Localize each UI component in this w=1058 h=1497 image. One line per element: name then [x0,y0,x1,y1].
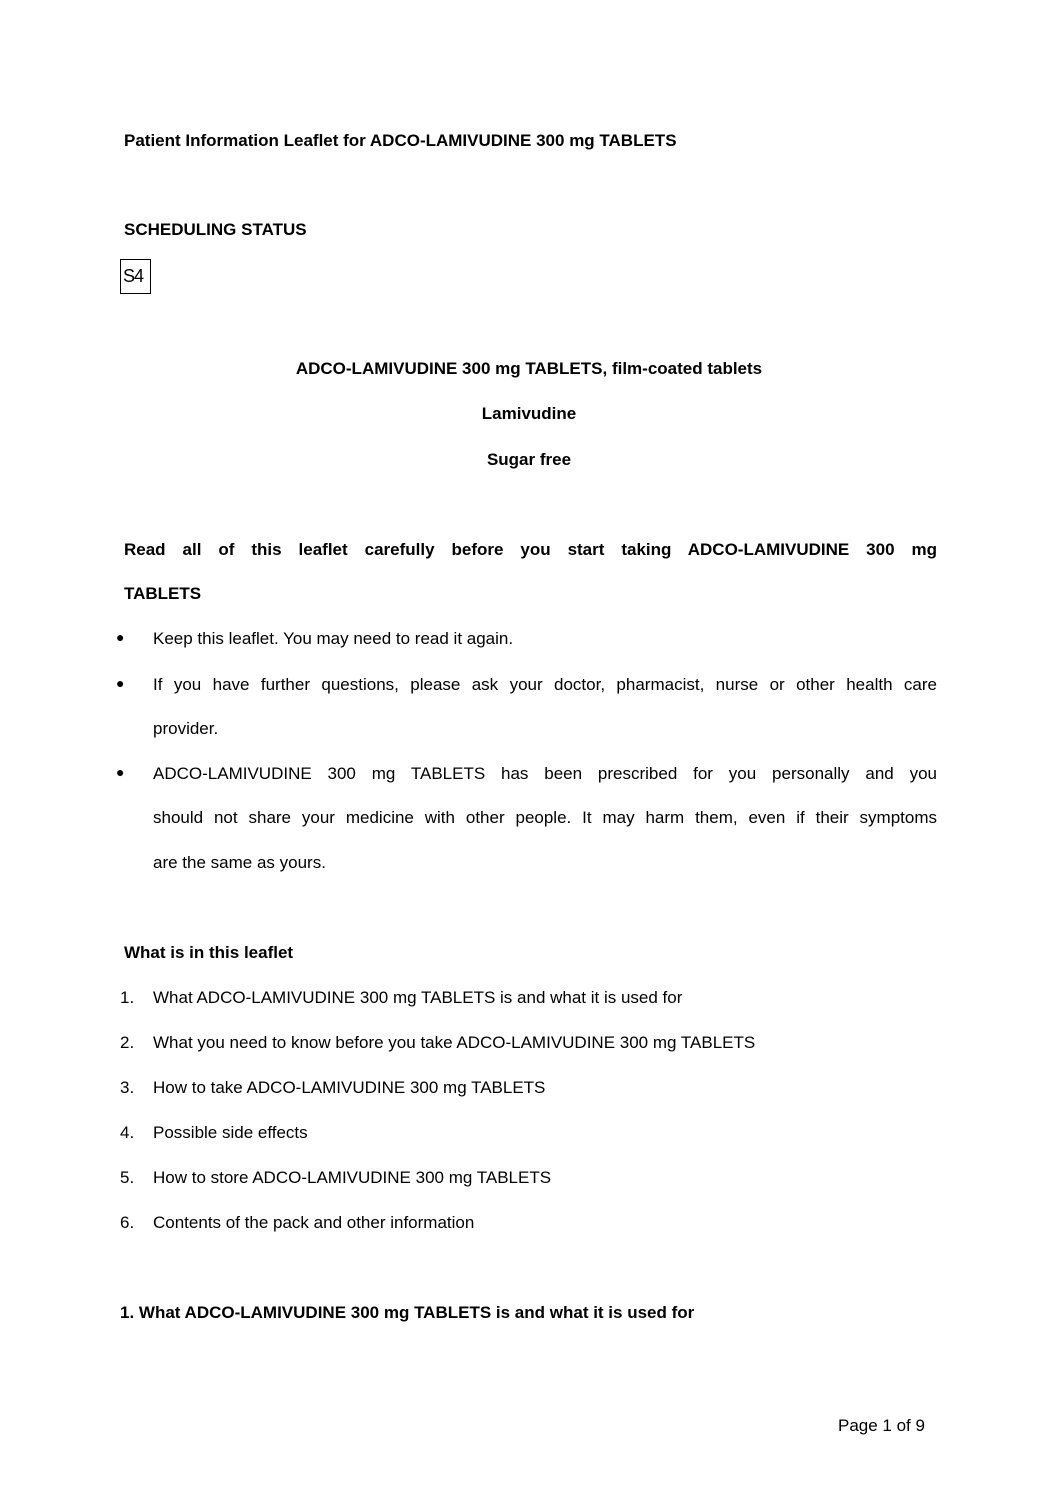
list-number: 3. [120,1078,135,1097]
contents-item-4: Possible side effects [153,1123,308,1142]
read-notice-line-2: TABLETS [124,584,202,603]
section-1-heading: 1. What ADCO-LAMIVUDINE 300 mg TABLETS is and what it is used for [120,1303,695,1322]
list-number: 5. [120,1168,135,1187]
contents-item-6: Contents of the pack and other information [153,1213,475,1232]
contents-item-3: How to take ADCO-LAMIVUDINE 300 mg TABLETS [153,1078,546,1097]
sugar-free-note: Sugar free [486,450,572,469]
bullet-text: If you have further questions, please ask your doctor, pharmacist, nurse or other health care [153,675,937,694]
scheduling-status-heading: SCHEDULING STATUS [124,220,307,239]
product-name: ADCO-LAMIVUDINE 300 mg TABLETS, film-coated tablets [295,359,763,378]
bullet-icon: ● [116,629,125,645]
bullet-icon: ● [116,764,125,780]
list-number: 2. [120,1033,135,1052]
list-number: 4. [120,1123,135,1142]
bullet-icon: ● [116,675,125,691]
leaflet-title: Patient Information Leaflet for ADCO-LAMIVUDINE 300 mg TABLETS [124,131,677,150]
contents-item-2: What you need to know before you take ADCO-LAMIVUDINE 300 mg TABLETS [153,1033,756,1052]
list-number: 1. [120,988,135,1007]
contents-item-1: What ADCO-LAMIVUDINE 300 mg TABLETS is and what it is used for [153,988,683,1007]
active-ingredient: Lamivudine [481,404,577,423]
contents-heading: What is in this leaflet [124,943,294,962]
bullet-text: Keep this leaflet. You may need to read it again. [153,629,514,648]
bullet-text: are the same as yours. [153,853,326,872]
bullet-text: ADCO-LAMIVUDINE 300 mg TABLETS has been prescribed for you personally and you [153,764,937,783]
read-notice-line-1: Read all of this leaflet carefully before you start taking ADCO-LAMIVUDINE 300 mg [124,540,937,559]
schedule-badge: S4 [120,259,151,294]
bullet-text: provider. [153,719,219,738]
list-number: 6. [120,1213,135,1232]
contents-item-5: How to store ADCO-LAMIVUDINE 300 mg TABLETS [153,1168,552,1187]
page-number: Page 1 of 9 [838,1416,925,1435]
bullet-text: should not share your medicine with other people. It may harm them, even if their symptoms [153,808,937,827]
